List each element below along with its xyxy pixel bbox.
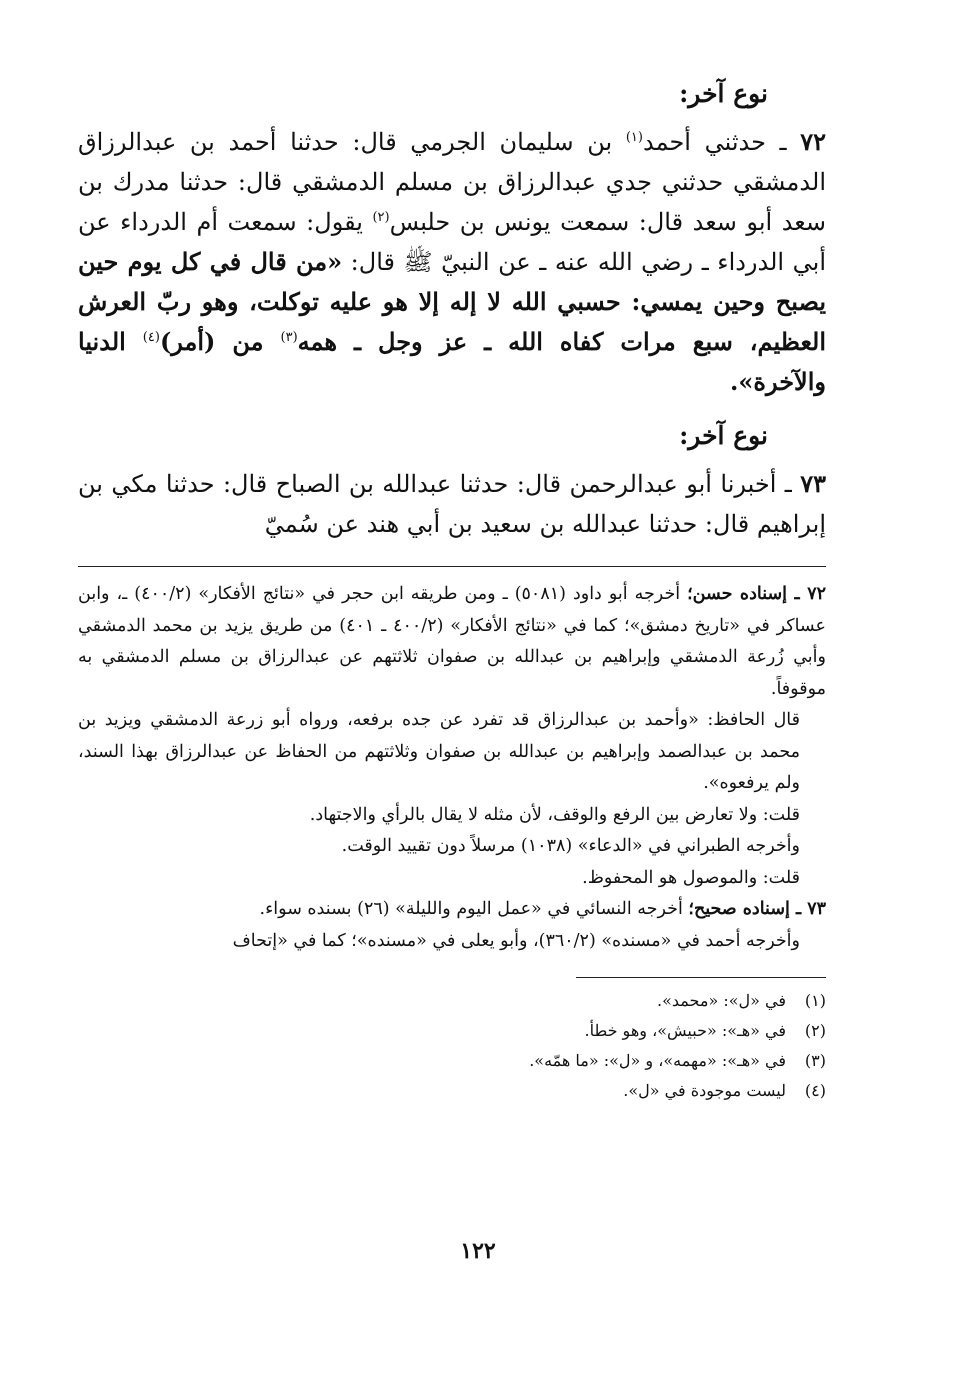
hadith-text: ـ حدثني أحمد bbox=[642, 128, 801, 156]
note-item bbox=[78, 1076, 826, 1106]
note-mark: (١) bbox=[804, 991, 826, 1010]
takhrij-number: ٧٢ bbox=[807, 584, 826, 604]
note-text: ليست موجودة في «ل». bbox=[623, 1081, 786, 1100]
hadith-text: بن سليمان الجرمي قال: حدثنا أحمد بن عبدالرزاق الدمشقي حدثني جدي عبدالرزاق بن مسلم الدمشقي قال: حدثنا مدرك بن سعد أبو سعد قال: سمعت يونس بن حلبس bbox=[78, 128, 826, 236]
hadith-matn: من (أمر) bbox=[159, 327, 281, 356]
note-text: في «هـ»: «مهمه»، و «ل»: «ما همّه». bbox=[529, 1051, 786, 1070]
footnote-ref: (٤) bbox=[142, 330, 160, 345]
note-text: في «ل»: «محمد». bbox=[657, 991, 786, 1010]
hadith-number: ٧٢ bbox=[800, 127, 826, 156]
takhrij-label: ـ إسناده صحيح؛ bbox=[688, 899, 808, 919]
hadith-72 bbox=[78, 122, 826, 402]
note-item bbox=[78, 1016, 826, 1046]
footnote-divider bbox=[78, 566, 826, 567]
notes-divider bbox=[576, 977, 826, 978]
note-mark: (٢) bbox=[804, 1021, 826, 1040]
footnote-ref: (٣) bbox=[280, 330, 298, 345]
note-item bbox=[78, 1046, 826, 1076]
hadith-matn: «من قال في كل يوم حين يصبح وحين يمسي: حسبي الله لا إله إلا هو عليه توكلت، وهو ربّ العرش العظيم، سبع مرات كفاه الله ـ عز وجل ـ همه bbox=[78, 247, 827, 356]
hadith-73 bbox=[78, 464, 826, 544]
section-heading: نوع آخر: bbox=[679, 421, 768, 450]
takhrij-72 bbox=[78, 579, 826, 705]
comment-line: وأخرجه الطبراني في «الدعاء» (١٠٣٨) مرسلاً دون تقييد الوقت. bbox=[341, 836, 800, 856]
takhrij-text: أخرجه أبو داود (٥٠٨١) ـ ومن طريقه ابن حجر في «نتائج الأفكار» (٤٠٠/٢) ـ، وابن عساكر في «تاريخ دمشق»؛ كما في «نتائج الأفكار» (٤٠٠/٢ ـ ٤٠١) من طريق يزيد بن محمد الدمشقي وأبي زُرعة الدمشقي وإبراهيم بن عبدالله بن صفوان ثلاثتهم عن عبدالرزاق بن مسلم الدمشقي به موقوفاً. bbox=[78, 584, 826, 699]
takhrij-label: ـ إسناده حسن؛ bbox=[687, 584, 808, 604]
comment-line: قلت: والموصول هو المحفوظ. bbox=[582, 867, 800, 888]
book-page bbox=[78, 72, 826, 1302]
note-text: في «هـ»: «حبيش»، وهو خطأ. bbox=[584, 1021, 786, 1040]
section-heading: نوع آخر: bbox=[679, 79, 768, 108]
takhrij-text: أخرجه النسائي في «عمل اليوم والليلة» (٢٦) بسنده سواء. bbox=[259, 899, 689, 919]
note-mark: (٣) bbox=[804, 1051, 826, 1070]
variant-notes bbox=[78, 986, 826, 1106]
comment-line: وأخرجه أحمد في «مسنده» (٣٦٠/٢)، وأبو يعلى في «مسنده»؛ كما في «إتحاف bbox=[232, 930, 800, 951]
hadith-matn: الدنيا والآخرة». bbox=[78, 327, 826, 396]
footnote-ref: (١) bbox=[625, 130, 643, 145]
page-number: ١٢٢ bbox=[460, 1238, 496, 1264]
takhrij-number: ٧٣ bbox=[807, 899, 826, 919]
hadith-number: ٧٣ bbox=[800, 469, 826, 498]
hadith-text: ـ أخبرنا أبو عبدالرحمن قال: حدثنا عبدالله بن الصباح قال: حدثنا مكي بن إبراهيم قال: حدثنا عبدالله بن سعيد بن أبي هند عن سُميّ bbox=[78, 470, 826, 538]
footnote-ref: (٢) bbox=[372, 210, 390, 225]
hafiz-quote: قال الحافظ: «وأحمد بن عبدالرزاق قد تفرد عن جده برفعه، ورواه أبو زرعة الدمشقي ويزيد بن محمد بن عبدالصمد وإبراهيم بن عبدالله بن صفوان وثلاثتهم من الحفاظ عن عبدالرزاق بهذا السند، ولم يرفعوه». bbox=[78, 710, 800, 793]
note-item bbox=[78, 986, 826, 1016]
comment-line: قلت: ولا تعارض بين الرفع والوقف، لأن مثله لا يقال بالرأي والاجتهاد. bbox=[309, 804, 800, 825]
hadith-text: يقول: سمعت أم الدرداء عن أبي الدرداء ـ رضي الله عنه ـ عن النبيّ ﷺ قال: bbox=[78, 208, 826, 276]
takhrij-73 bbox=[78, 894, 826, 926]
note-mark: (٤) bbox=[804, 1081, 826, 1100]
